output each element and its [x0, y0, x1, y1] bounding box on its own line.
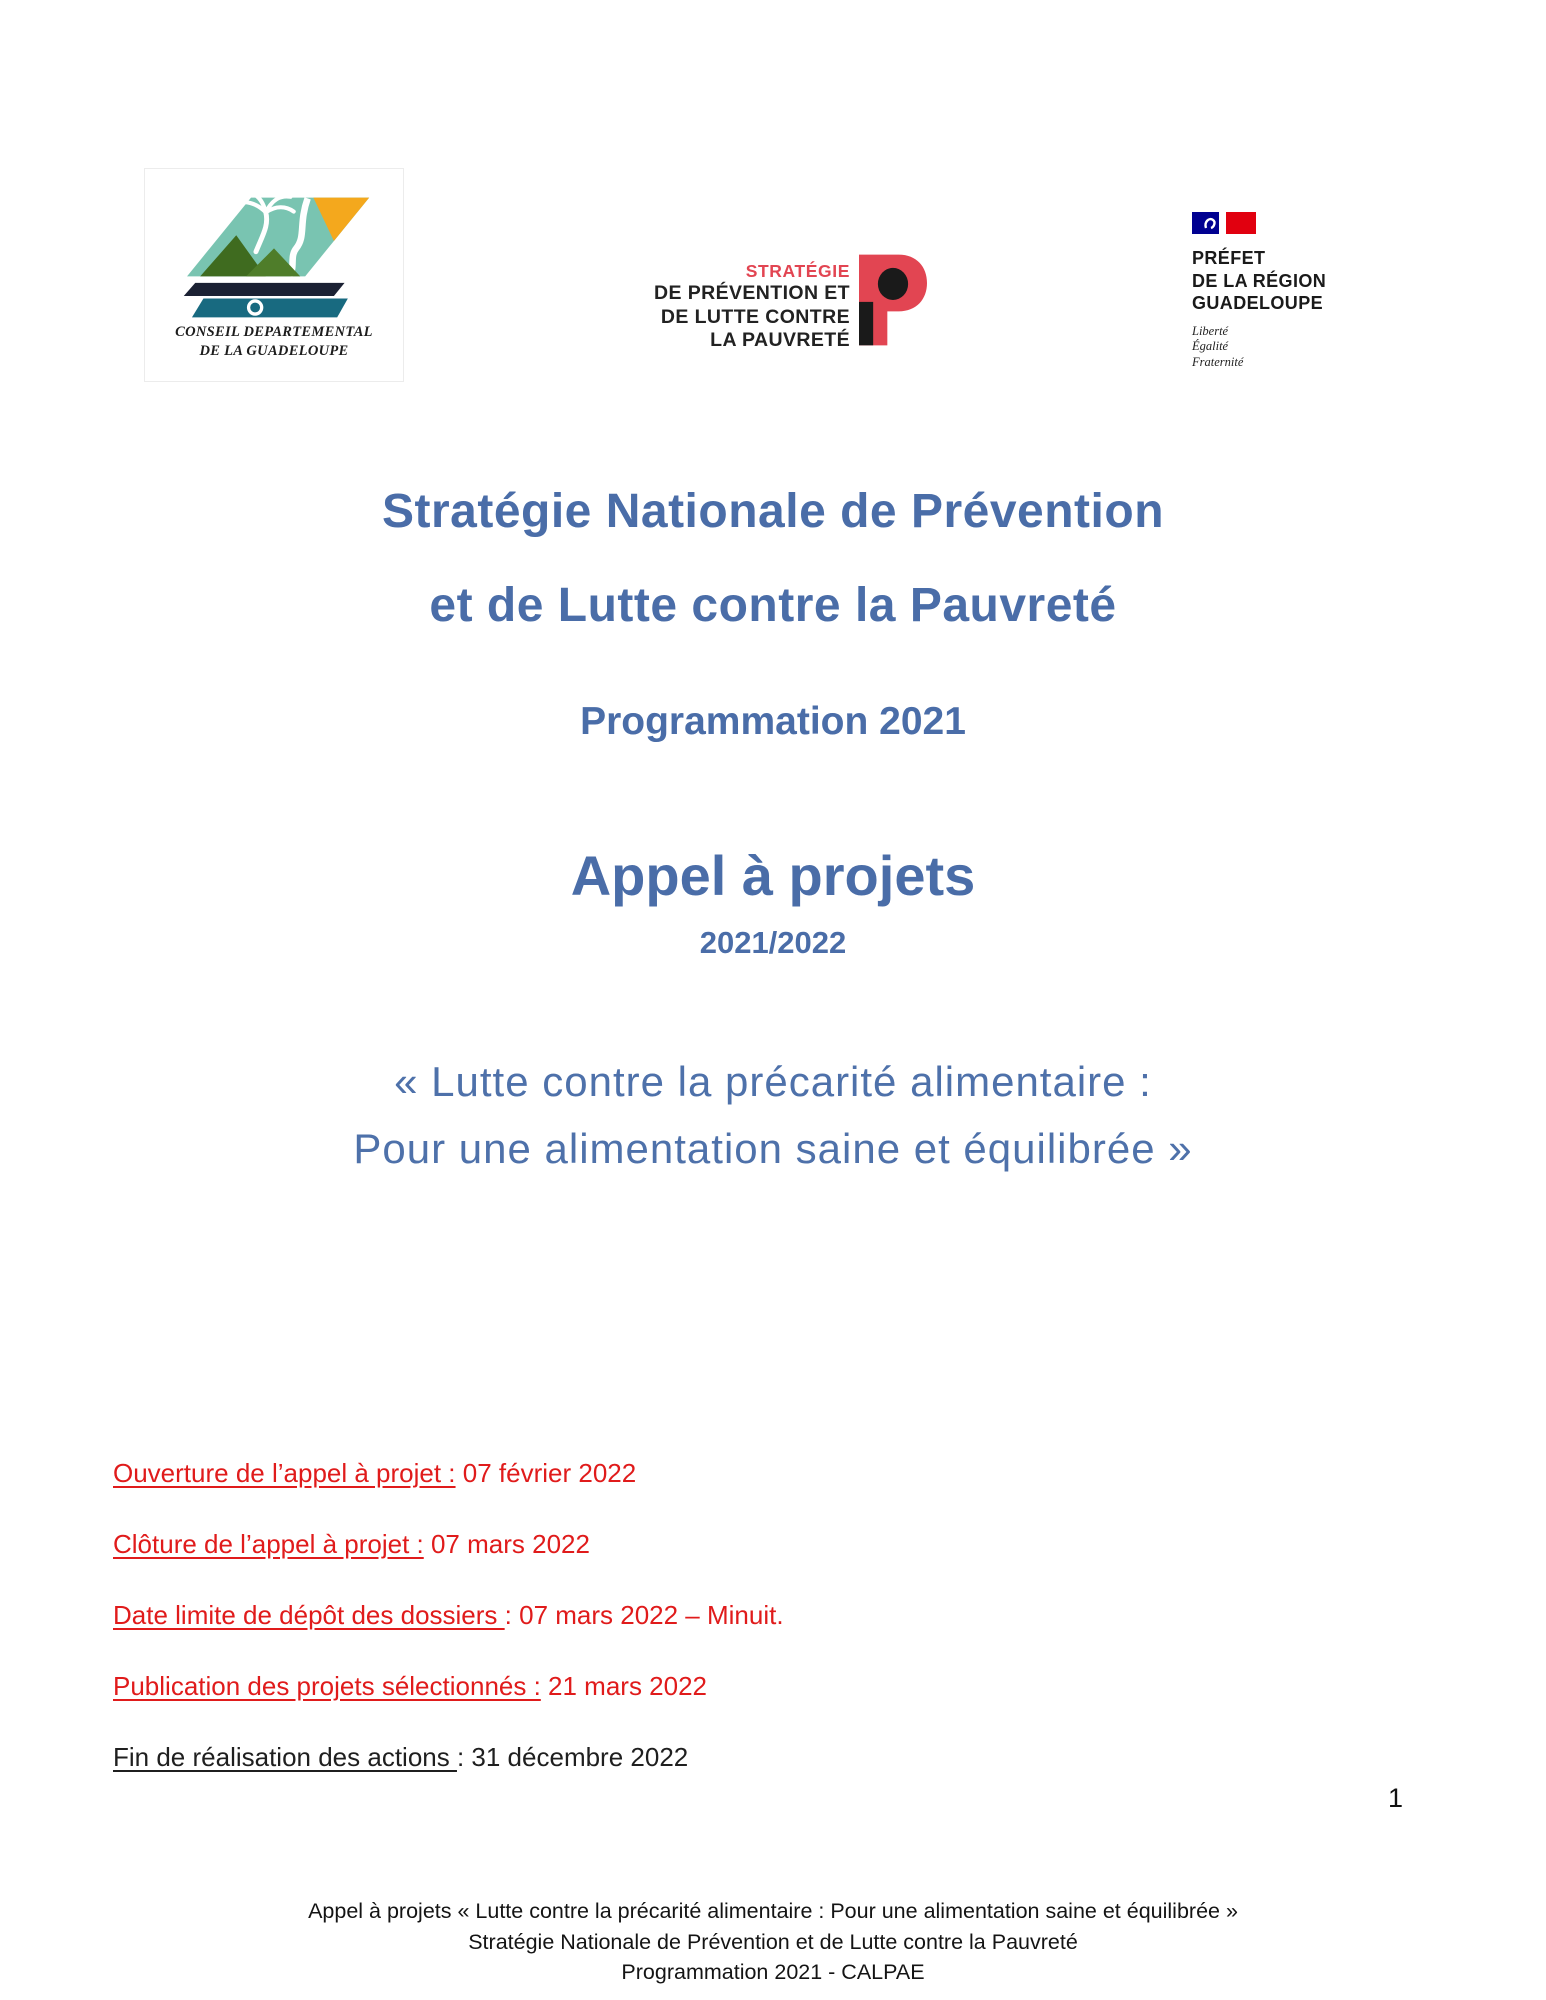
page-number: 1: [1388, 1783, 1404, 1813]
footer-line1: Appel à projets « Lutte contre la précarité alimentaire : Pour une alimentation saine et équilibrée »: [308, 1899, 1238, 1923]
motto-egalite: Égalité: [1192, 339, 1229, 353]
date-value: 07 mars 2022: [423, 1529, 590, 1559]
date-row-publication: [113, 1671, 1433, 1701]
date-row-cloture: [113, 1529, 1433, 1559]
date-value: : 07 mars 2022 – Minuit.: [504, 1600, 784, 1630]
date-label: Fin de réalisation des actions: [113, 1742, 457, 1772]
strategie-p-icon: [859, 253, 927, 347]
appel-a-projets-heading: Appel à projets: [570, 844, 976, 907]
theme-quote-line2: Pour une alimentation saine et équilibrée »: [353, 1125, 1193, 1172]
theme-quote: [0, 1048, 1546, 1182]
strategie-logo-line3: DE LUTTE CONTRE: [660, 305, 850, 328]
programmation-subtitle: Programmation 2021: [580, 700, 966, 743]
prefet-logo-line1: PRÉFET: [1192, 248, 1266, 268]
date-row-limite-depot: [113, 1600, 1433, 1630]
french-flag-icon: [1192, 212, 1256, 235]
date-label: Date limite de dépôt des dossiers: [113, 1600, 505, 1630]
strategie-logo-line4: LA PAUVRETÉ: [710, 329, 850, 351]
motto-fraternite: Fraternité: [1192, 354, 1244, 369]
date-label: Ouverture de l’appel à projet :: [113, 1458, 456, 1488]
date-value: 07 février 2022: [455, 1458, 637, 1488]
motto-liberte: Liberté: [1192, 323, 1229, 338]
conseil-departemental-logo: [144, 168, 404, 382]
date-label: Clôture de l’appel à projet :: [113, 1529, 424, 1559]
prefet-logo-line3: GUADELOUPE: [1192, 293, 1324, 313]
footer-line3: Programmation 2021 - CALPAE: [621, 1960, 925, 1984]
strategie-logo-line2: DE PRÉVENTION ET: [653, 282, 850, 304]
theme-quote-line1: « Lutte contre la précarité alimentaire :: [394, 1058, 1152, 1105]
prefet-region-logo: [1192, 212, 1326, 370]
conseil-caption-line2: DE LA GUADELOUPE: [199, 343, 349, 359]
prefet-logo-line2: DE LA RÉGION: [1192, 270, 1327, 291]
strategie-logo-text: [642, 253, 850, 353]
guadeloupe-island-graphic: [158, 191, 390, 319]
conseil-caption-line1: CONSEIL DEPARTEMENTAL: [175, 324, 373, 340]
strategie-logo-line1: STRATÉGIE: [745, 261, 850, 281]
date-value: 21 mars 2022: [540, 1671, 708, 1701]
date-value: : 31 décembre 2022: [456, 1742, 689, 1772]
footer-line2: Stratégie Nationale de Prévention et de Lutte contre la Pauvreté: [468, 1929, 1078, 1954]
date-row-ouverture: [113, 1458, 1433, 1488]
document-title-line2: et de Lutte contre la Pauvreté: [429, 579, 1117, 632]
page-footer: [0, 1896, 1546, 1988]
date-label: Publication des projets sélectionnés :: [113, 1671, 541, 1701]
document-title: [0, 465, 1546, 653]
appel-years: 2021/2022: [699, 925, 847, 960]
date-row-fin-realisation: [113, 1742, 1433, 1772]
document-title-line1: Stratégie Nationale de Prévention: [381, 485, 1165, 538]
key-dates-list: [113, 1458, 1433, 1813]
strategie-pauvrete-logo: [642, 253, 927, 353]
